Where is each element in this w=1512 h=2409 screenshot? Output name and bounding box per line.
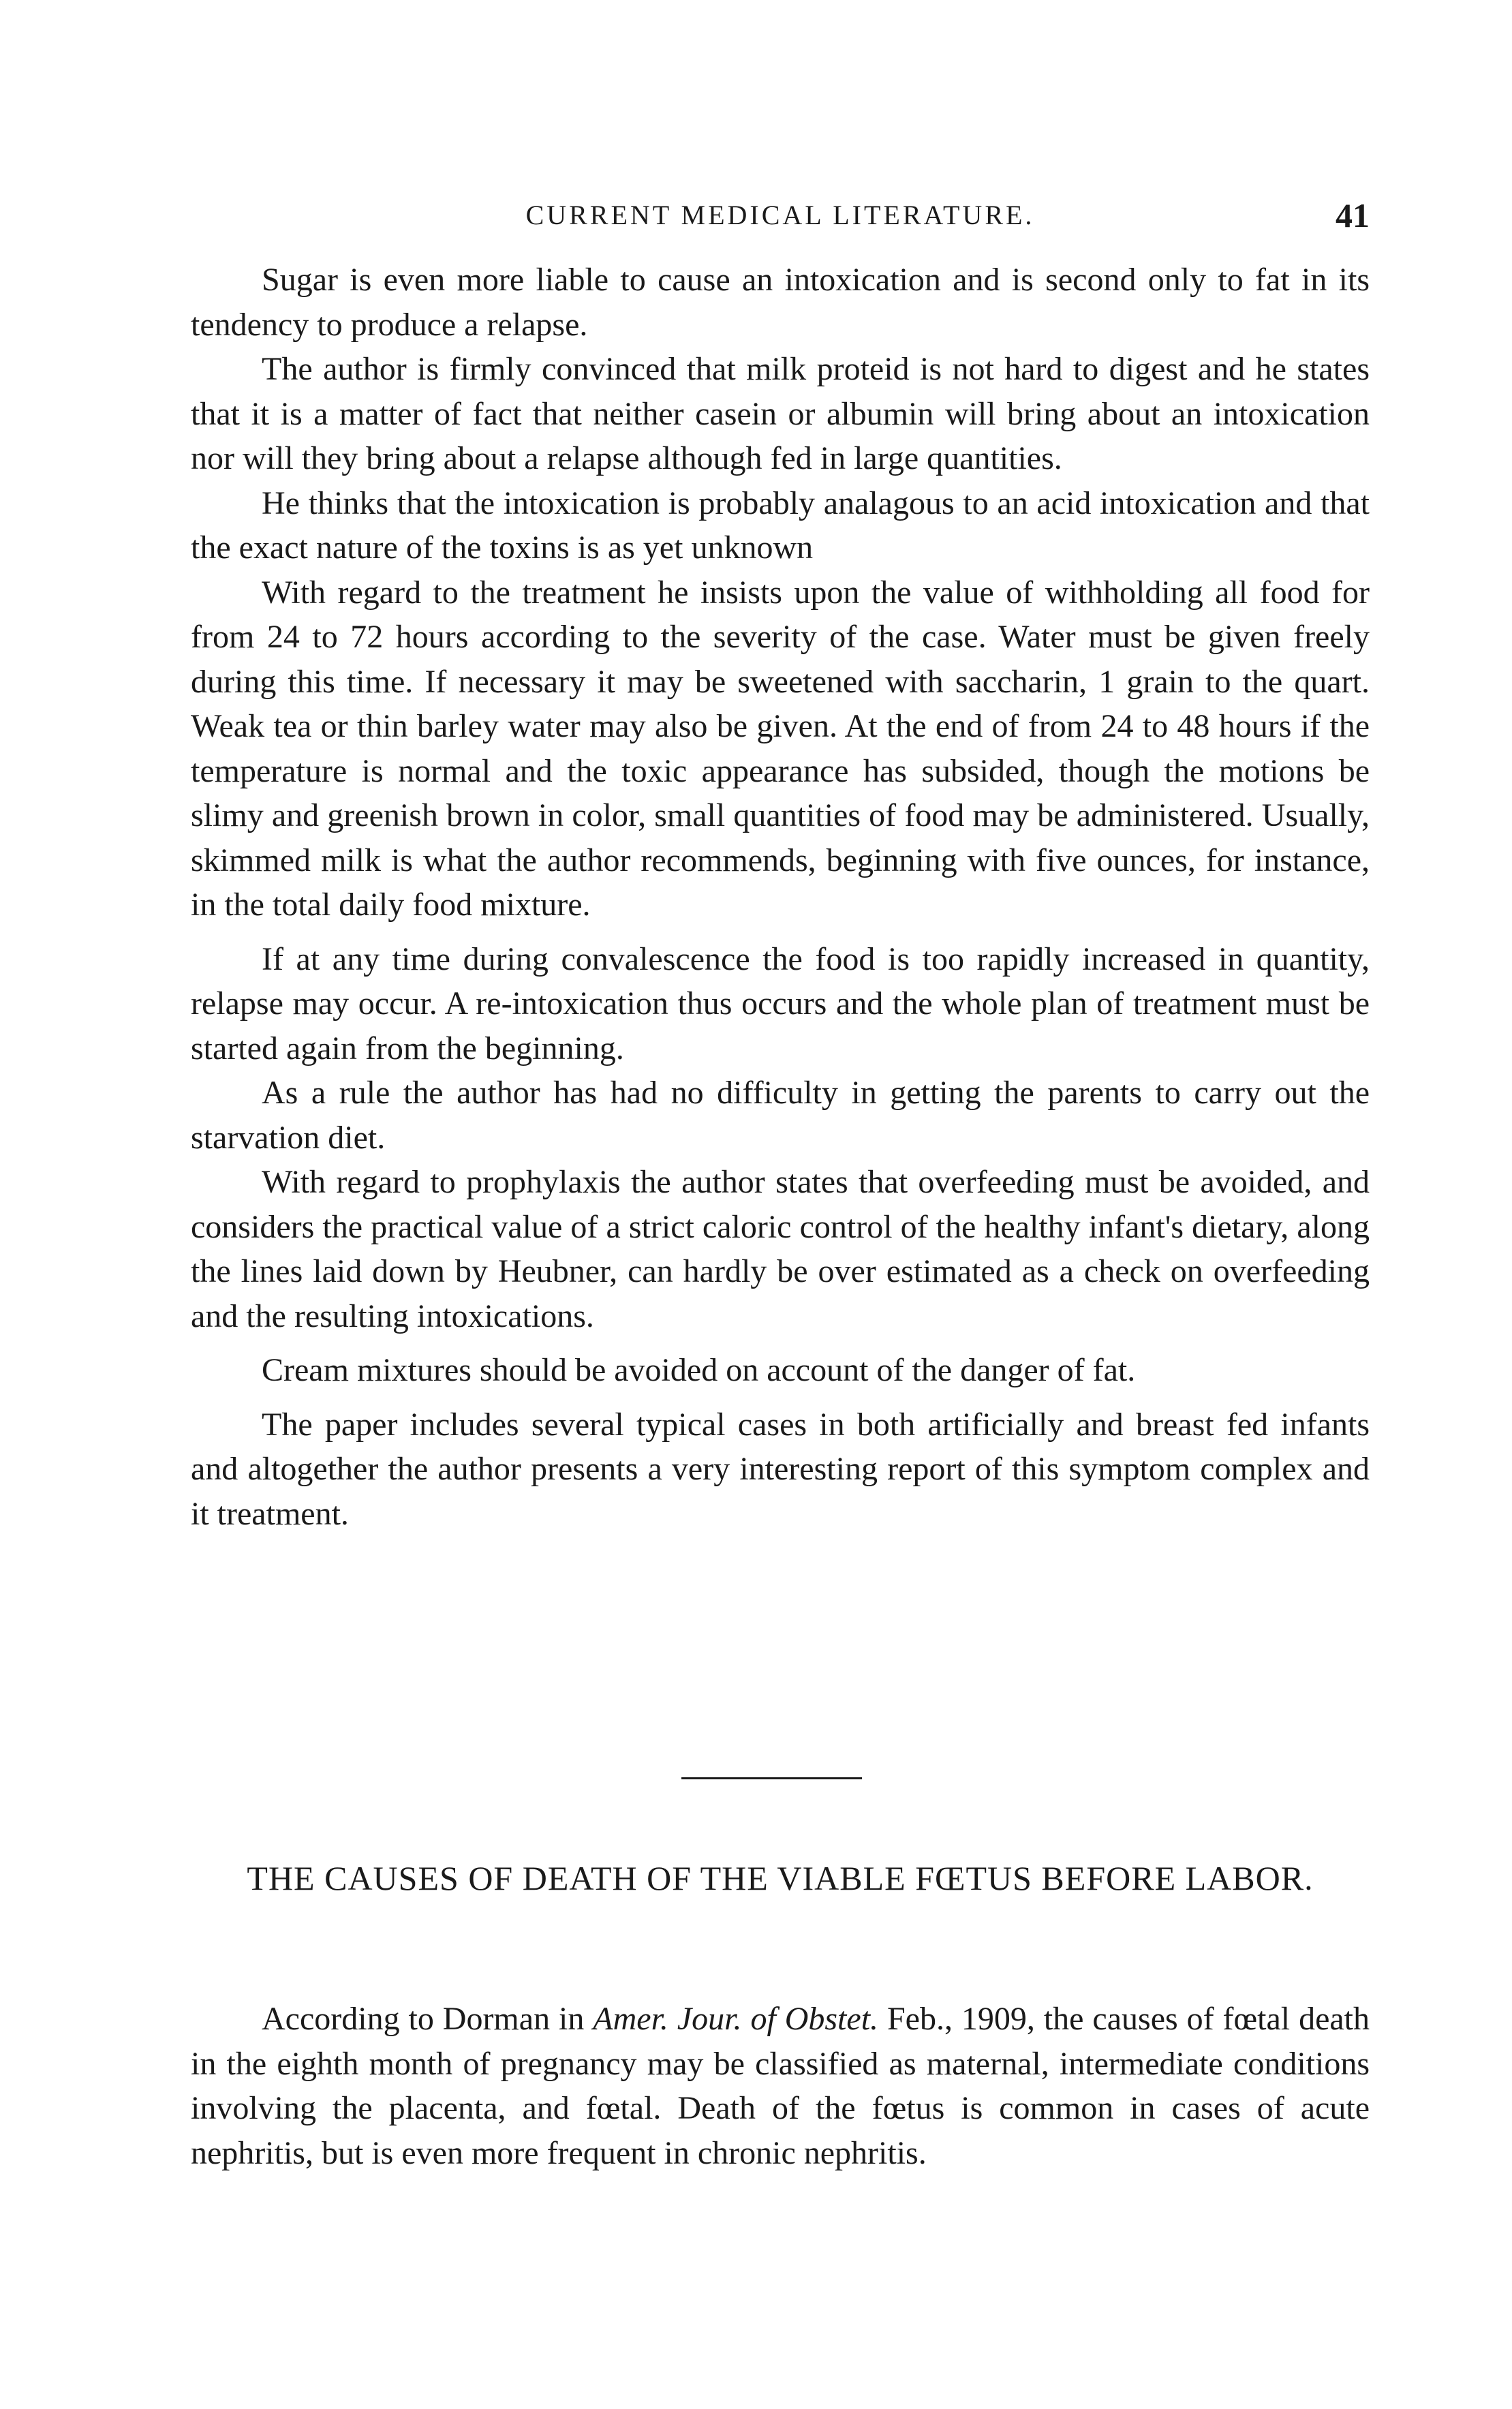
running-header [191, 195, 1370, 236]
paragraph-cream-mixtures: Cream mixtures should be avoided on account of the danger of fat. [262, 1352, 1136, 1388]
section-body [191, 1997, 1370, 2175]
section-title: THE CAUSES OF DEATH OF THE VIABLE FŒTUS BEFORE LABOR. [247, 1859, 1314, 1897]
journal-name: Amer. Jour. of Obstet. [593, 2001, 879, 2037]
paragraph-treatment: With regard to the treatment he insists upon the value of withholding all food for from 24 to 72 hours according to the severity of the case. Water must be given freely during this time. If necessary it may be sweetened with saccharin, 1 grain to the quart. Weak tea or thin barley water may also be given. At the end of from 24 to 48 hours if the temperature is normal and the toxic appearance has subsided, though the motions be slimy and greenish brown in color, small quantities of food may be administered. Usually, skimmed milk is what the author recommends, beginning with five ounces, for instance, in the total daily food mixture. [191, 574, 1370, 923]
section-divider [681, 1777, 862, 1779]
paragraph-intoxication: He thinks that the intoxication is probably analagous to an acid intoxication and that the exact nature of the toxins is as yet unknown [191, 485, 1370, 566]
page-number: 41 [1336, 196, 1370, 234]
paragraph-prophylaxis: With regard to prophylaxis the author states that overfeeding must be avoided, and considers the practical value of a strict caloric control of the healthy infant's dietary, along the lines laid down by Heubner, can hardly be over estimated as a check on overfeeding and the resulting intoxications. [191, 1164, 1370, 1334]
article-body [191, 258, 1370, 1536]
section-text: Feb., 1909, the causes of fœtal death in the eighth month of pregnancy may be classified as maternal, intermediate conditions involving the placenta, and fœtal. Death of the fœtus is common in cases of acute nephritis, but is even more frequent in chronic nephritis. [191, 2001, 1370, 2171]
running-title: CURRENT MEDICAL LITERATURE. [525, 200, 1035, 230]
section-intro: According to Dorman in [262, 2001, 593, 2037]
section-paragraph [191, 1997, 1370, 2175]
paragraph-milk-proteid: The author is firmly convinced that milk proteid is not hard to digest and he states that it is a matter of fact that neither casein or albumin will bring about an intoxication nor will they bring about a relapse although fed in large quantities. [191, 351, 1370, 476]
paragraph-relapse: If at any time during convalescence the food is too rapidly increased in quantity, relapse may occur. A re-intoxication thus occurs and the whole plan of treatment must be started again from the beginning. [191, 940, 1370, 1067]
paragraph-starvation-diet: As a rule the author has had no difficulty in getting the parents to carry out the starvation diet. [191, 1075, 1370, 1156]
paragraph-typical-cases: The paper includes several typical cases in both artificially and breast fed infants and altogether the author presents a very interesting report of this symptom complex and it treatment. [191, 1406, 1370, 1532]
paragraph-sugar: Sugar is even more liable to cause an intoxication and is second only to fat in its tendency to produce a relapse. [191, 262, 1370, 343]
